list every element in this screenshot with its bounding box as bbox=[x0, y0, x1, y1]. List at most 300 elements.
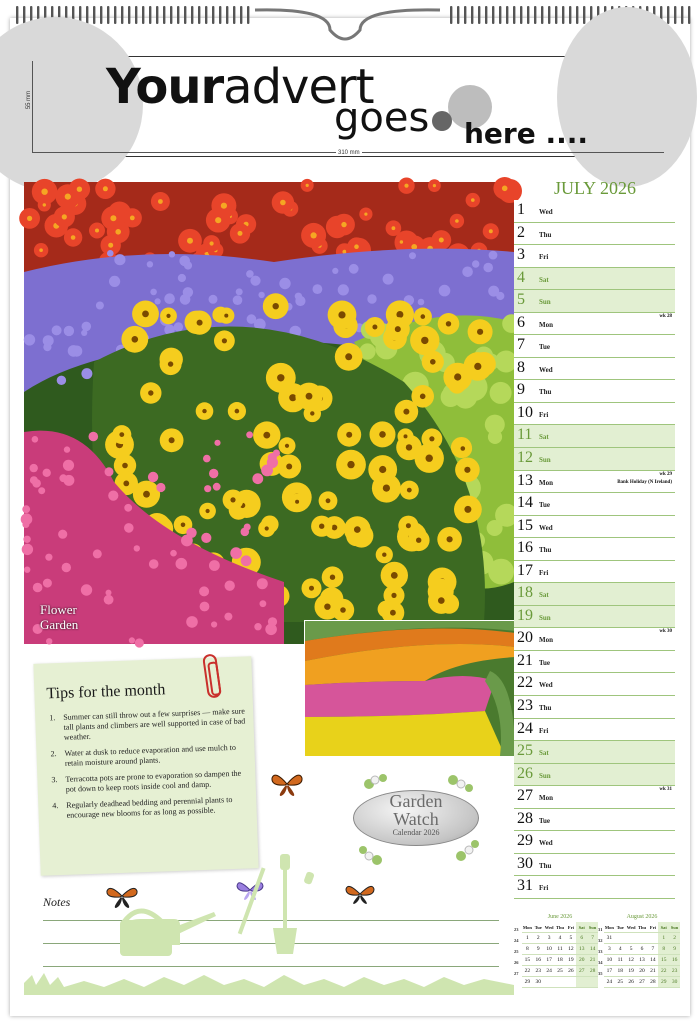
mini-calendar-day: 29 bbox=[522, 977, 533, 988]
flower-blossom bbox=[124, 504, 132, 512]
flower-blossom bbox=[483, 263, 493, 273]
mini-calendar-day: 1 bbox=[522, 933, 533, 944]
flower-blossom bbox=[107, 250, 114, 257]
flower-center bbox=[426, 455, 433, 462]
flower-blossom bbox=[257, 578, 268, 589]
flower-blossom bbox=[170, 550, 177, 557]
flower-center bbox=[273, 303, 279, 309]
flower-blossom bbox=[236, 288, 243, 295]
day-of-week: Sat bbox=[539, 275, 549, 284]
flower-center bbox=[197, 320, 203, 326]
day-of-week: Sun bbox=[539, 298, 551, 307]
mini-calendar-day: 5 bbox=[626, 944, 637, 955]
flower-blossom bbox=[489, 251, 498, 260]
mini-calendar-day: 24 bbox=[604, 977, 615, 988]
mini-calendar-header: Thu bbox=[555, 922, 566, 933]
mini-calendar-day bbox=[647, 933, 658, 944]
height-dimension-label: 55 mm bbox=[26, 90, 33, 110]
mini-calendar-day bbox=[576, 977, 587, 988]
flower-center bbox=[215, 217, 221, 223]
flower-center bbox=[142, 311, 149, 318]
butterfly-icon bbox=[271, 770, 303, 798]
flower-center bbox=[411, 244, 417, 250]
tip-number: 3. bbox=[51, 775, 58, 785]
flower-center bbox=[455, 219, 459, 223]
flower-blossom bbox=[106, 590, 112, 596]
advert-circle-right bbox=[557, 7, 697, 187]
wire-coil bbox=[121, 6, 123, 24]
day-row[interactable] bbox=[514, 673, 675, 696]
flower-center bbox=[319, 524, 324, 529]
mini-calendar-day: 11 bbox=[555, 944, 566, 955]
flower-center bbox=[421, 337, 428, 344]
wire-coil bbox=[667, 6, 669, 24]
mini-calendar-header: Tue bbox=[615, 922, 626, 933]
flower-blossom bbox=[246, 431, 253, 438]
flower-center bbox=[169, 437, 175, 443]
wire-coil bbox=[506, 6, 508, 24]
day-row[interactable] bbox=[514, 335, 675, 358]
day-row[interactable] bbox=[514, 380, 675, 403]
wire-coil bbox=[177, 6, 179, 24]
flower-center bbox=[464, 506, 471, 513]
flower-center bbox=[406, 523, 411, 528]
flower-center bbox=[447, 536, 453, 542]
flower-blossom bbox=[241, 555, 252, 566]
day-row[interactable] bbox=[514, 561, 675, 584]
day-list bbox=[514, 200, 675, 899]
flower-center bbox=[421, 314, 426, 319]
flower-center bbox=[27, 216, 32, 221]
flower-blossom bbox=[313, 284, 323, 294]
mini-calendar-day: 12 bbox=[565, 944, 576, 955]
wire-coil bbox=[240, 6, 242, 24]
flower-blossom bbox=[209, 295, 218, 304]
advert-box bbox=[27, 56, 668, 157]
wire-coil bbox=[184, 6, 186, 24]
day-of-week: Thu bbox=[539, 230, 552, 239]
flower-center bbox=[332, 525, 338, 531]
mini-calendar-grid bbox=[604, 922, 680, 988]
flower-blossom bbox=[214, 440, 220, 446]
flower-blossom bbox=[203, 455, 211, 463]
flower-blossom bbox=[418, 299, 425, 306]
day-of-week: Sat bbox=[539, 591, 549, 600]
wire-coil bbox=[548, 6, 550, 24]
flower-blossom bbox=[149, 559, 159, 569]
width-dimension-label: 310 mm bbox=[338, 150, 360, 156]
flower-center bbox=[489, 229, 493, 233]
flower-center bbox=[461, 446, 466, 451]
mini-calendar-day: 6 bbox=[637, 944, 648, 955]
flower-blossom bbox=[488, 559, 514, 585]
wire-coil bbox=[688, 6, 690, 24]
wire-coil bbox=[471, 6, 473, 24]
flower-blossom bbox=[230, 547, 242, 559]
day-row[interactable] bbox=[514, 538, 675, 561]
flower-center bbox=[309, 586, 314, 591]
photo-caption-line-2: Garden bbox=[40, 617, 79, 632]
tips-title: Tips for the month bbox=[46, 681, 166, 703]
day-number: 23 bbox=[517, 697, 533, 715]
mini-calendar-day: 28 bbox=[587, 966, 598, 977]
mini-calendar-day: 21 bbox=[647, 966, 658, 977]
flower-center bbox=[406, 444, 412, 450]
wire-coil bbox=[555, 6, 557, 24]
mini-calendar-day: 10 bbox=[544, 944, 555, 955]
day-number: 16 bbox=[517, 539, 533, 557]
flower-blossom bbox=[178, 274, 186, 282]
mini-calendar-day: 20 bbox=[637, 966, 648, 977]
wire-coil bbox=[128, 6, 130, 24]
day-row[interactable] bbox=[514, 583, 675, 606]
flower-blossom bbox=[295, 293, 302, 300]
flower-blossom bbox=[367, 294, 376, 303]
wire-coil bbox=[198, 6, 200, 24]
day-of-week: Sat bbox=[539, 749, 549, 758]
mini-calendar-title: June 2026 bbox=[547, 914, 573, 920]
day-row[interactable] bbox=[514, 448, 675, 471]
mini-calendar-day: 26 bbox=[626, 977, 637, 988]
week-number: wk 28 bbox=[659, 313, 672, 319]
flower-center bbox=[407, 488, 412, 493]
mini-calendar-day: 5 bbox=[565, 933, 576, 944]
flower-blossom bbox=[488, 430, 502, 444]
wire-coil bbox=[499, 6, 501, 24]
week-number: wk 31 bbox=[659, 787, 672, 793]
mini-calendar-day bbox=[544, 977, 555, 988]
mini-calendar-header: Fri bbox=[565, 922, 576, 933]
mini-calendar-august bbox=[604, 914, 680, 988]
flower-center bbox=[326, 498, 331, 503]
flower-blossom bbox=[213, 483, 221, 491]
mini-calendar-day: 19 bbox=[565, 955, 576, 966]
flower-garden-photo bbox=[24, 182, 514, 644]
flower-center bbox=[474, 363, 481, 370]
flower-center bbox=[295, 500, 299, 504]
mini-calendar-day: 18 bbox=[615, 966, 626, 977]
flower-blossom bbox=[338, 284, 349, 295]
flower-center bbox=[238, 231, 243, 236]
mini-calendar-day bbox=[555, 977, 566, 988]
flower-blossom bbox=[186, 616, 198, 628]
flower-blossom bbox=[254, 623, 261, 630]
mini-calendar-day: 16 bbox=[669, 955, 680, 966]
flower-center bbox=[392, 226, 396, 230]
flower-center bbox=[477, 329, 483, 335]
day-of-week: Mon bbox=[539, 478, 553, 487]
flower-blossom bbox=[52, 325, 62, 335]
day-number: 5 bbox=[517, 291, 525, 309]
mini-week-number: 25 bbox=[514, 949, 519, 954]
day-of-week: Thu bbox=[539, 704, 552, 713]
day-number: 17 bbox=[517, 561, 533, 579]
day-row[interactable] bbox=[514, 854, 675, 877]
wire-coil bbox=[233, 6, 235, 24]
day-row[interactable] bbox=[514, 471, 675, 494]
day-row[interactable] bbox=[514, 696, 675, 719]
flower-blossom bbox=[63, 475, 74, 486]
day-of-week: Thu bbox=[539, 546, 552, 555]
mini-calendar-header: Thu bbox=[637, 922, 648, 933]
day-row[interactable] bbox=[514, 245, 675, 268]
day-of-week: Tue bbox=[539, 501, 551, 510]
flower-center bbox=[354, 244, 359, 249]
tips-note bbox=[33, 656, 258, 875]
flower-center bbox=[330, 575, 335, 580]
day-of-week: Sun bbox=[539, 771, 551, 780]
flower-center bbox=[400, 240, 403, 243]
mini-calendar-day: 4 bbox=[555, 933, 566, 944]
flower-blossom bbox=[176, 558, 188, 570]
flower-center bbox=[454, 373, 461, 380]
flower-blossom bbox=[33, 583, 43, 593]
flower-blossom bbox=[21, 513, 33, 525]
flower-center bbox=[439, 238, 444, 243]
mini-calendar-day: 25 bbox=[555, 966, 566, 977]
day-row[interactable] bbox=[514, 358, 675, 381]
day-number: 29 bbox=[517, 832, 533, 850]
day-row[interactable] bbox=[514, 764, 675, 787]
flower-blossom bbox=[22, 544, 33, 555]
flower-center bbox=[222, 338, 227, 343]
day-of-week: Sun bbox=[539, 456, 551, 465]
flower-blossom bbox=[409, 252, 416, 259]
mini-calendar-day: 10 bbox=[604, 955, 615, 966]
flower-blossom bbox=[45, 554, 52, 561]
day-of-week: Thu bbox=[539, 388, 552, 397]
flower-blossom bbox=[267, 457, 278, 468]
mini-calendar-header: Wed bbox=[626, 922, 637, 933]
day-row[interactable] bbox=[514, 493, 675, 516]
week-number: wk 29 bbox=[659, 471, 672, 477]
day-number: 21 bbox=[517, 651, 533, 669]
mini-calendar-day: 2 bbox=[669, 933, 680, 944]
day-row[interactable] bbox=[514, 268, 675, 291]
flower-center bbox=[446, 321, 451, 326]
day-number: 10 bbox=[517, 403, 533, 421]
mini-calendar-day: 8 bbox=[658, 944, 669, 955]
day-number: 15 bbox=[517, 516, 533, 534]
flower-center bbox=[181, 523, 186, 528]
advert-line-2: goes bbox=[334, 95, 430, 141]
flower-center bbox=[132, 336, 139, 343]
day-row[interactable] bbox=[514, 425, 675, 448]
day-row[interactable] bbox=[514, 628, 675, 651]
wire-coil bbox=[681, 6, 683, 24]
day-row[interactable] bbox=[514, 516, 675, 539]
mini-calendar-header: Tue bbox=[533, 922, 544, 933]
wire-coil bbox=[576, 6, 578, 24]
mini-calendar-day: 21 bbox=[587, 955, 598, 966]
mini-week-number: 33 bbox=[598, 949, 603, 954]
mini-calendar-day: 31 bbox=[604, 933, 615, 944]
mini-calendar-day: 3 bbox=[604, 944, 615, 955]
flower-center bbox=[265, 526, 269, 530]
day-row[interactable] bbox=[514, 719, 675, 742]
flower-blossom bbox=[46, 638, 52, 644]
wire-coil bbox=[527, 6, 529, 24]
tip-item: 1. Summer can still throw out a few surprises — make sure tall plants and climbers are well supported in case of bad weather. bbox=[49, 706, 246, 742]
mini-calendar-day: 7 bbox=[587, 933, 598, 944]
wire-coil bbox=[478, 6, 480, 24]
flower-blossom bbox=[225, 581, 235, 591]
mini-calendar-june bbox=[522, 914, 598, 988]
day-of-week: Tue bbox=[539, 816, 551, 825]
day-of-week: Wed bbox=[539, 839, 553, 848]
day-number: 13 bbox=[517, 471, 533, 489]
flower-blossom bbox=[81, 368, 92, 379]
flower-blossom bbox=[43, 579, 52, 588]
flower-center bbox=[77, 187, 82, 192]
mini-calendar-day: 18 bbox=[555, 955, 566, 966]
flower-blossom bbox=[200, 602, 210, 612]
day-row[interactable] bbox=[514, 200, 675, 223]
mini-week-number: 34 bbox=[598, 960, 603, 965]
day-row[interactable] bbox=[514, 741, 675, 764]
flower-blossom bbox=[96, 302, 104, 310]
flower-center bbox=[372, 325, 377, 330]
flower-center bbox=[224, 314, 228, 318]
flower-center bbox=[230, 497, 235, 502]
flower-blossom bbox=[43, 469, 51, 477]
flower-blossom bbox=[462, 267, 473, 278]
flower-center bbox=[130, 216, 135, 221]
flower-blossom bbox=[148, 472, 158, 482]
flower-blossom bbox=[124, 523, 134, 533]
wire-coil bbox=[16, 6, 18, 24]
mini-week-number: 32 bbox=[598, 938, 603, 943]
flower-center bbox=[119, 432, 124, 437]
wire-coil bbox=[191, 6, 193, 24]
flower-center bbox=[346, 432, 352, 438]
day-row[interactable] bbox=[514, 876, 675, 899]
day-number: 4 bbox=[517, 268, 525, 286]
flower-center bbox=[122, 463, 128, 469]
flower-center bbox=[416, 538, 421, 543]
day-number: 27 bbox=[517, 787, 533, 805]
flower-center bbox=[277, 374, 284, 381]
day-number: 14 bbox=[517, 494, 533, 512]
mini-calendar-day: 25 bbox=[615, 977, 626, 988]
wire-coil bbox=[583, 6, 585, 24]
wire-coil bbox=[492, 6, 494, 24]
flower-center bbox=[62, 214, 67, 219]
mini-calendar-day: 20 bbox=[576, 955, 587, 966]
wire-coil bbox=[114, 6, 116, 24]
flower-blossom bbox=[57, 376, 66, 385]
flower-blossom bbox=[147, 261, 153, 267]
day-of-week: Sat bbox=[539, 433, 549, 442]
flower-center bbox=[311, 232, 317, 238]
day-row[interactable] bbox=[514, 651, 675, 674]
flower-blossom bbox=[233, 295, 243, 305]
flower-center bbox=[404, 434, 408, 438]
day-row[interactable] bbox=[514, 290, 675, 313]
photo-caption bbox=[40, 602, 78, 632]
flower-center bbox=[391, 572, 398, 579]
flower-blossom bbox=[134, 545, 140, 551]
day-row[interactable] bbox=[514, 606, 675, 629]
mini-calendar-day: 29 bbox=[658, 977, 669, 988]
wire-coil bbox=[212, 6, 214, 24]
flower-center bbox=[285, 444, 289, 448]
flower-center bbox=[166, 314, 170, 318]
mini-calendar-day: 28 bbox=[647, 977, 658, 988]
day-of-week: Wed bbox=[539, 208, 553, 216]
day-of-week: Fri bbox=[539, 568, 549, 577]
mini-calendar-header: Fri bbox=[647, 922, 658, 933]
flower-blossom bbox=[260, 600, 267, 607]
day-row[interactable] bbox=[514, 223, 675, 246]
day-row[interactable] bbox=[514, 831, 675, 854]
day-number: 12 bbox=[517, 449, 533, 467]
flower-blossom bbox=[68, 345, 80, 357]
flower-blossom bbox=[155, 298, 161, 304]
flower-blossom bbox=[241, 528, 250, 537]
flower-blossom bbox=[279, 278, 290, 289]
flower-blossom bbox=[490, 382, 512, 404]
wire-coil bbox=[520, 6, 522, 24]
day-number: 6 bbox=[517, 313, 525, 331]
flower-center bbox=[390, 610, 396, 616]
flower-blossom bbox=[265, 624, 277, 636]
flower-blossom bbox=[209, 560, 220, 571]
wire-coil bbox=[464, 6, 466, 24]
flower-center bbox=[396, 311, 403, 318]
flower-center bbox=[108, 243, 113, 248]
flower-blossom bbox=[180, 294, 191, 305]
flower-blossom bbox=[439, 285, 451, 297]
mini-calendar-day: 16 bbox=[533, 955, 544, 966]
flower-center bbox=[345, 353, 352, 360]
mini-calendar-header: Mon bbox=[604, 922, 615, 933]
flower-center bbox=[306, 184, 309, 187]
flower-blossom bbox=[488, 286, 499, 297]
day-row[interactable] bbox=[514, 809, 675, 832]
day-number: 30 bbox=[517, 854, 533, 872]
flower-center bbox=[310, 411, 314, 415]
flower-bed-illustration bbox=[305, 621, 515, 756]
flower-blossom bbox=[169, 251, 175, 257]
flower-blossom bbox=[349, 264, 359, 274]
mini-calendar-day: 15 bbox=[522, 955, 533, 966]
mini-calendar-day: 27 bbox=[637, 977, 648, 988]
day-number: 20 bbox=[517, 629, 533, 647]
tips-list bbox=[49, 707, 249, 828]
mini-calendar-header: Mon bbox=[522, 922, 533, 933]
mini-calendar-day: 1 bbox=[658, 933, 669, 944]
flower-center bbox=[206, 509, 210, 513]
flower-center bbox=[43, 203, 46, 206]
advert-dot-small bbox=[432, 111, 452, 131]
flower-blossom bbox=[63, 460, 74, 471]
day-row[interactable] bbox=[514, 403, 675, 426]
wire-coil bbox=[513, 6, 515, 24]
mini-calendar-day: 3 bbox=[544, 933, 555, 944]
flower-blossom bbox=[487, 520, 503, 536]
day-row[interactable] bbox=[514, 313, 675, 336]
flower-center bbox=[168, 361, 173, 366]
flower-blossom bbox=[199, 586, 209, 596]
mini-calendar-day: 9 bbox=[533, 944, 544, 955]
day-row[interactable] bbox=[514, 786, 675, 809]
mini-calendar-title: August 2026 bbox=[626, 914, 658, 920]
tip-item: 4. Regularly deadhead bedding and perennial plants to encourage new blooms for as long as possible. bbox=[52, 795, 233, 820]
flower-blossom bbox=[23, 536, 30, 543]
flower-blossom bbox=[109, 276, 120, 287]
mini-calendar-day: 23 bbox=[669, 966, 680, 977]
